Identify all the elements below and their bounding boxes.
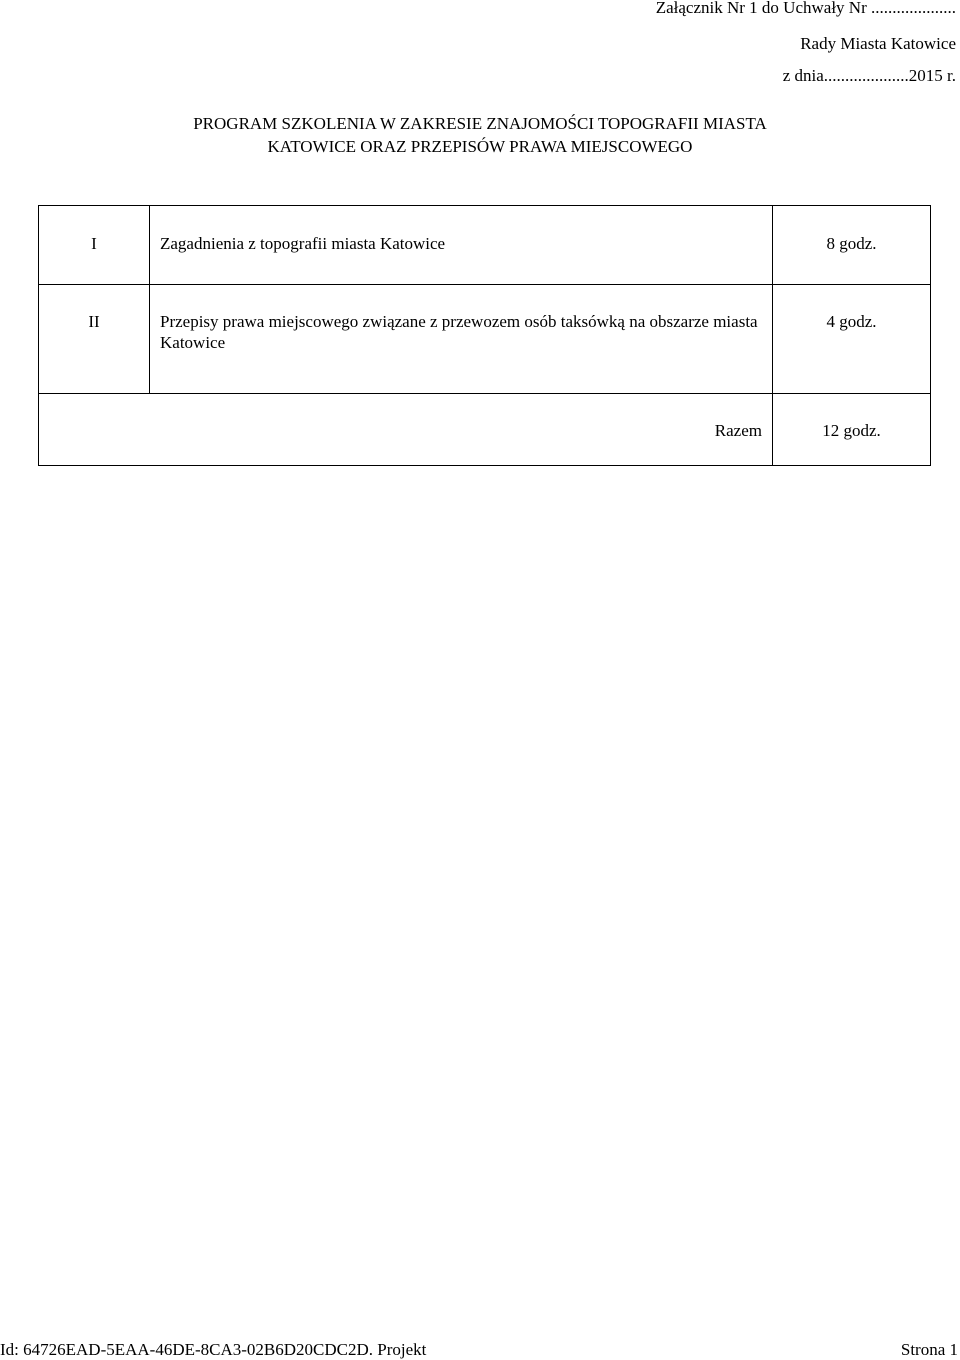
- topic-text: Zagadnienia z topografii miasta Katowice: [160, 234, 446, 253]
- training-program-table: [38, 205, 931, 466]
- annex-line: Załącznik Nr 1 do Uchwały Nr ....................: [655, 0, 956, 17]
- title-line-1: PROGRAM SZKOLENIA W ZAKRESIE ZNAJOMOŚCI TOPOGRAFII MIASTA: [193, 114, 767, 133]
- row-number: II: [88, 312, 100, 331]
- hours-cell: [773, 285, 931, 394]
- date-line: z dnia....................2015 r.: [782, 66, 956, 85]
- total-label: Razem: [714, 421, 762, 440]
- row-number-cell: [39, 285, 150, 394]
- document-title: [0, 112, 960, 158]
- topic-cell: [150, 206, 773, 285]
- document-id: Id: 64726EAD-5EAA-46DE-8CA3-02B6D20CDC2D. Projekt: [0, 1340, 427, 1359]
- table-row: [39, 206, 931, 285]
- title-line-2: KATOWICE ORAZ PRZEPISÓW PRAWA MIEJSCOWEGO: [267, 137, 693, 156]
- council-line: Rady Miasta Katowice: [800, 34, 956, 53]
- row-number-cell: [39, 206, 150, 285]
- page-number: Strona 1: [900, 1340, 958, 1359]
- hours-text: 8 godz.: [826, 234, 877, 253]
- total-label-cell: [39, 394, 773, 466]
- total-row: [39, 394, 931, 466]
- topic-cell: [150, 285, 773, 394]
- total-hours: 12 godz.: [822, 421, 881, 440]
- hours-cell: [773, 206, 931, 285]
- table-row: [39, 285, 931, 394]
- hours-text: 4 godz.: [826, 312, 877, 331]
- row-number: I: [91, 234, 97, 253]
- topic-text: Przepisy prawa miejscowego związane z przewozem osób taksówką na obszarze miasta Katowice: [160, 312, 758, 352]
- total-hours-cell: [773, 394, 931, 466]
